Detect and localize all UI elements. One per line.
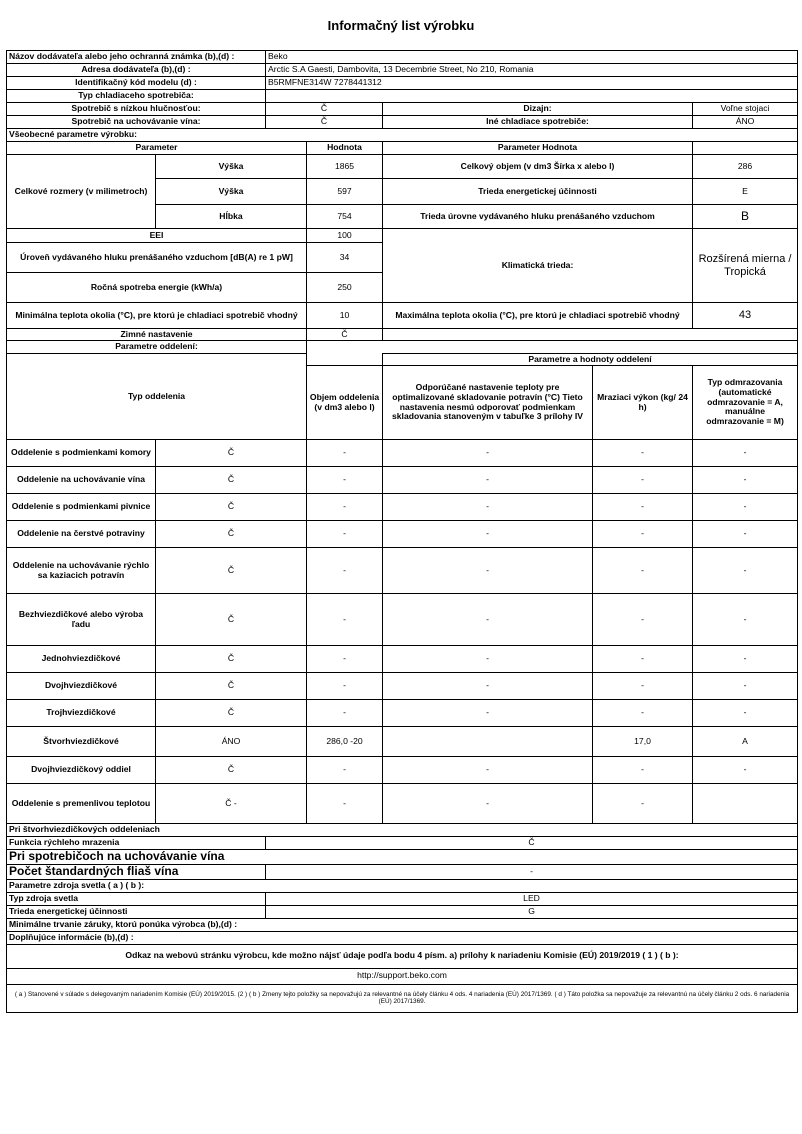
compartment-volume: - <box>307 757 383 784</box>
compartment-freeze: - <box>593 646 693 673</box>
footnote-row <box>7 984 798 1012</box>
wine-appliance-label: Spotrebič na uchovávanie vína: <box>7 116 266 129</box>
compartment-temp: - <box>383 757 593 784</box>
compartment-name: Oddelenie s podmienkami pivnice <box>7 494 156 521</box>
wine-bottles-value: - <box>266 864 798 879</box>
compartments-group-header: Parametre a hodnoty oddelení <box>383 354 798 366</box>
value-header: Hodnota <box>307 142 383 155</box>
compartment-present: Č <box>156 440 307 467</box>
compartment-present: Č <box>156 594 307 646</box>
appliance-type-label: Typ chladiaceho spotrebiča: <box>7 90 266 103</box>
weblink-value[interactable]: http://support.beko.com <box>7 968 798 984</box>
volume-header: Objem oddelenia (v dm3 alebo l) <box>307 366 383 440</box>
compartment-volume: - <box>307 594 383 646</box>
compartments-section-row <box>7 341 798 354</box>
compartment-row <box>7 594 798 646</box>
freeze-header: Mraziaci výkon (kg/ 24 h) <box>593 366 693 440</box>
compartment-defrost: A <box>693 727 798 757</box>
min-temp-label: Minimálna teplota okolia (°C), pre ktorú je chladiaci spotrebič vhodný <box>7 303 307 329</box>
supplier-row <box>7 51 798 64</box>
compartment-defrost: - <box>693 700 798 727</box>
wine-bottles-row <box>7 864 798 879</box>
compartment-temp <box>383 727 593 757</box>
compartment-name: Štvorhviezdičkové <box>7 727 156 757</box>
compartment-volume: - <box>307 521 383 548</box>
compartment-freeze: - <box>593 757 693 784</box>
compartment-name: Oddelenie s premenlivou teplotou <box>7 784 156 824</box>
defrost-header: Typ odmrazovania (automatické odmrazovanie = A, manuálne odmrazovanie = M) <box>693 366 798 440</box>
compartment-freeze: - <box>593 594 693 646</box>
wine-appliance-value: Č <box>266 116 383 129</box>
compartment-freeze: - <box>593 440 693 467</box>
weblink-value-row <box>7 968 798 984</box>
compartment-name: Dvojhviezdičkový oddiel <box>7 757 156 784</box>
compartment-present: Č - <box>156 784 307 824</box>
document-title: Informačný list výrobku <box>327 18 475 33</box>
compartment-present: Č <box>156 494 307 521</box>
fast-freeze-value: Č <box>266 837 798 850</box>
compartment-present: Č <box>156 521 307 548</box>
wine-section-row <box>7 850 798 865</box>
width-value: 597 <box>307 179 383 205</box>
compartment-name: Dvojhviezdičkové <box>7 673 156 700</box>
param-value-header: Parameter Hodnota <box>383 142 693 155</box>
warranty-row <box>7 918 798 931</box>
fast-freeze-row <box>7 837 798 850</box>
light-type-label: Typ zdroja svetla <box>7 892 266 905</box>
compartment-name: Oddelenie na čerstvé potraviny <box>7 521 156 548</box>
eei-label: EEI <box>7 229 307 243</box>
compartment-row <box>7 521 798 548</box>
noise-class-label: Trieda úrovne vydávaného hluku prenášaného vzduchom <box>383 205 693 229</box>
four-star-section-label: Pri štvorhviezdičkových oddeleniach <box>7 824 798 837</box>
compartment-volume: - <box>307 784 383 824</box>
compartment-volume: - <box>307 700 383 727</box>
compartment-freeze: - <box>593 784 693 824</box>
compartment-defrost: - <box>693 440 798 467</box>
light-class-value: G <box>266 905 798 918</box>
noise-label: Úroveň vydávaného hluku prenášaného vzduchom [dB(A) re 1 pW] <box>7 243 307 273</box>
energy-class-value: E <box>693 179 798 205</box>
max-temp-value: 43 <box>693 303 798 329</box>
address-value: Arctic S.A Gaesti, Dambovita, 13 Decembrie Street, No 210, Romania <box>266 64 798 77</box>
compartment-defrost: - <box>693 757 798 784</box>
annual-energy-label: Ročná spotreba energie (kWh/a) <box>7 273 307 303</box>
weblink-label-row <box>7 944 798 968</box>
compartment-row <box>7 757 798 784</box>
address-label: Adresa dodávateľa (b),(d) : <box>7 64 266 77</box>
compartment-freeze: - <box>593 494 693 521</box>
compartment-temp: - <box>383 440 593 467</box>
compartment-defrost: - <box>693 646 798 673</box>
compartment-row <box>7 673 798 700</box>
compartments-section-label: Parametre oddelení: <box>7 341 307 354</box>
model-row <box>7 77 798 90</box>
wine-bottles-label: Počet štandardných fliaš vína <box>7 864 266 879</box>
energy-class-label: Trieda energetickej účinnosti <box>383 179 693 205</box>
compartment-freeze: - <box>593 673 693 700</box>
compartments-group-row <box>7 354 798 366</box>
compartment-name: Oddelenie s podmienkami komory <box>7 440 156 467</box>
temp-header: Odporúčané nastavenie teploty pre optimalizované skladovanie potravín (°C) Tieto nastavenia nesmú odporovať podmienkam skladovania stanoveným v tabuľke 3 prílohy IV <box>383 366 593 440</box>
eei-value: 100 <box>307 229 383 243</box>
compartment-row <box>7 467 798 494</box>
compartment-volume: - <box>307 646 383 673</box>
product-info-sheet <box>6 50 798 1013</box>
compartment-temp: - <box>383 673 593 700</box>
compartment-volume: - <box>307 494 383 521</box>
low-noise-row <box>7 103 798 116</box>
compartment-row <box>7 440 798 467</box>
compartment-row <box>7 494 798 521</box>
compartment-row <box>7 548 798 594</box>
general-header-row <box>7 142 798 155</box>
winter-value: Č <box>307 329 383 341</box>
compartment-freeze: - <box>593 467 693 494</box>
weblink-label: Odkaz na webovú stránku výrobcu, kde možno nájsť údaje podľa bodu 4 písm. a) prílohy k nariadeniu Komisie (EÚ) 2019/2019 ( 1 ) ( b ): <box>7 944 798 968</box>
appliance-type-row <box>7 90 798 103</box>
compartment-volume: - <box>307 548 383 594</box>
climate-label: Klimatická trieda: <box>383 229 693 303</box>
address-row <box>7 64 798 77</box>
compartment-row <box>7 646 798 673</box>
compartment-present: Č <box>156 646 307 673</box>
min-temp-value: 10 <box>307 303 383 329</box>
light-class-row <box>7 905 798 918</box>
compartment-row <box>7 700 798 727</box>
warranty-label: Minimálne trvanie záruky, ktorú ponúka výrobca (b),(d) : <box>7 918 798 931</box>
wine-section-label: Pri spotrebičoch na uchovávanie vína <box>7 850 798 865</box>
supplier-label: Názov dodávateľa alebo jeho ochranná známka (b),(d) : <box>7 51 266 64</box>
winter-row <box>7 329 798 341</box>
compartment-temp: - <box>383 521 593 548</box>
supplier-value: Beko <box>266 51 798 64</box>
compartment-name: Oddelenie na uchovávanie vína <box>7 467 156 494</box>
total-volume-label: Celkový objem (v dm3 Šírka x alebo l) <box>383 155 693 179</box>
height-row <box>7 155 798 179</box>
compartment-freeze: - <box>593 548 693 594</box>
compartment-temp: - <box>383 646 593 673</box>
compartment-present: ÁNO <box>156 727 307 757</box>
compartment-defrost: - <box>693 521 798 548</box>
general-section-row <box>7 129 798 142</box>
fast-freeze-label: Funkcia rýchleho mrazenia <box>7 837 266 850</box>
height-label: Výška <box>156 155 307 179</box>
low-noise-label: Spotrebič s nízkou hlučnosťou: <box>7 103 266 116</box>
compartment-temp: - <box>383 784 593 824</box>
noise-value: 34 <box>307 243 383 273</box>
compartment-temp: - <box>383 594 593 646</box>
light-section-row <box>7 879 798 892</box>
annual-energy-value: 250 <box>307 273 383 303</box>
compartment-defrost: - <box>693 594 798 646</box>
climate-value: Rozšírená mierna / Tropická <box>693 229 798 303</box>
compartment-freeze: - <box>593 700 693 727</box>
compartment-volume: 286,0 -20 <box>307 727 383 757</box>
compartment-row <box>7 727 798 757</box>
eei-row <box>7 229 798 243</box>
light-type-value: LED <box>266 892 798 905</box>
compartment-defrost: - <box>693 548 798 594</box>
compartment-freeze: - <box>593 521 693 548</box>
compartment-type-header: Typ oddelenia <box>7 354 307 440</box>
dimensions-label: Celkové rozmery (v milimetroch) <box>7 155 156 229</box>
compartment-temp: - <box>383 548 593 594</box>
compartment-name: Jednohviezdičkové <box>7 646 156 673</box>
max-temp-label: Maximálna teplota okolia (°C), pre ktorú je chladiaci spotrebič vhodný <box>383 303 693 329</box>
compartment-present: Č <box>156 548 307 594</box>
wine-appliance-row <box>7 116 798 129</box>
compartment-name: Oddelenie na uchovávanie rýchlo sa kaziacich potravín <box>7 548 156 594</box>
depth-label: Hĺbka <box>156 205 307 229</box>
compartment-temp: - <box>383 467 593 494</box>
compartment-defrost <box>693 784 798 824</box>
noise-class-value: B <box>693 205 798 229</box>
general-section-label: Všeobecné parametre výrobku: <box>7 129 798 142</box>
compartment-defrost: - <box>693 467 798 494</box>
additional-info-label: Doplňujúce informácie (b),(d) : <box>7 931 798 944</box>
compartment-name: Bezhviezdičkové alebo výroba ľadu <box>7 594 156 646</box>
compartment-defrost: - <box>693 673 798 700</box>
additional-info-row <box>7 931 798 944</box>
compartment-temp: - <box>383 494 593 521</box>
low-noise-value: Č <box>266 103 383 116</box>
compartment-present: Č <box>156 467 307 494</box>
model-value: B5RMFNE314W 7278441312 <box>266 77 798 90</box>
depth-value: 754 <box>307 205 383 229</box>
compartment-temp: - <box>383 700 593 727</box>
design-value: Voľne stojaci <box>693 103 798 116</box>
compartment-freeze: 17,0 <box>593 727 693 757</box>
light-class-label: Trieda energetickej účinnosti <box>7 905 266 918</box>
other-appliance-value: ÁNO <box>693 116 798 129</box>
compartment-volume: - <box>307 467 383 494</box>
compartment-name: Trojhviezdičkové <box>7 700 156 727</box>
height-value: 1865 <box>307 155 383 179</box>
footnote: ( a ) Stanovené v súlade s delegovaným nariadením Komisie (EÚ) 2019/2015. (2 ) ( b ) Zmeny tejto položky sa nepovažujú za relevantné na účely článku 4 ods. 4 nariadenia (EÚ) 2017/1369. ( d ) Táto položka sa nepovažuje za relevantnú na účely článku 2 ods. 6 nariadenia (EÚ) 2017/1369. <box>7 984 798 1012</box>
winter-label: Zimné nastavenie <box>7 329 307 341</box>
total-volume-value: 286 <box>693 155 798 179</box>
width-label: Výška <box>156 179 307 205</box>
other-appliance-label: Iné chladiace spotrebiče: <box>383 116 693 129</box>
light-type-row <box>7 892 798 905</box>
compartment-present: Č <box>156 700 307 727</box>
compartment-row <box>7 784 798 824</box>
compartment-defrost: - <box>693 494 798 521</box>
compartment-present: Č <box>156 673 307 700</box>
light-section-label: Parametre zdroja svetla ( a ) ( b ): <box>7 879 798 892</box>
compartment-volume: - <box>307 673 383 700</box>
compartment-present: Č <box>156 757 307 784</box>
design-label: Dizajn: <box>383 103 693 116</box>
compartment-volume: - <box>307 440 383 467</box>
four-star-section-row <box>7 824 798 837</box>
param-header: Parameter <box>7 142 307 155</box>
temperature-row <box>7 303 798 329</box>
model-label: Identifikačný kód modelu (d) : <box>7 77 266 90</box>
